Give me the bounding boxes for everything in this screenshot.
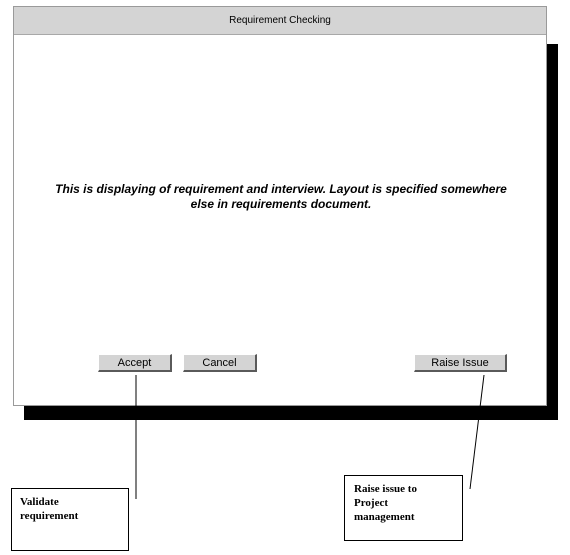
note-line: management bbox=[354, 511, 415, 523]
window-title: Requirement Checking bbox=[229, 15, 331, 26]
note-line: Project bbox=[354, 497, 388, 509]
note-line: requirement bbox=[20, 510, 79, 522]
note-line: Validate bbox=[20, 496, 59, 508]
raise-issue-button[interactable]: Raise Issue bbox=[414, 354, 507, 372]
note-line: Raise issue to bbox=[354, 483, 417, 495]
validate-requirement-note bbox=[11, 488, 129, 551]
requirement-display-text: This is displaying of requirement and interview. Layout is specified somewhere else in requirements document. bbox=[55, 182, 507, 211]
window-titlebar bbox=[14, 7, 546, 35]
cancel-button[interactable]: Cancel bbox=[183, 354, 257, 372]
raise-issue-note bbox=[344, 475, 463, 541]
requirement-checking-window bbox=[13, 6, 547, 406]
accept-button[interactable]: Accept bbox=[98, 354, 172, 372]
